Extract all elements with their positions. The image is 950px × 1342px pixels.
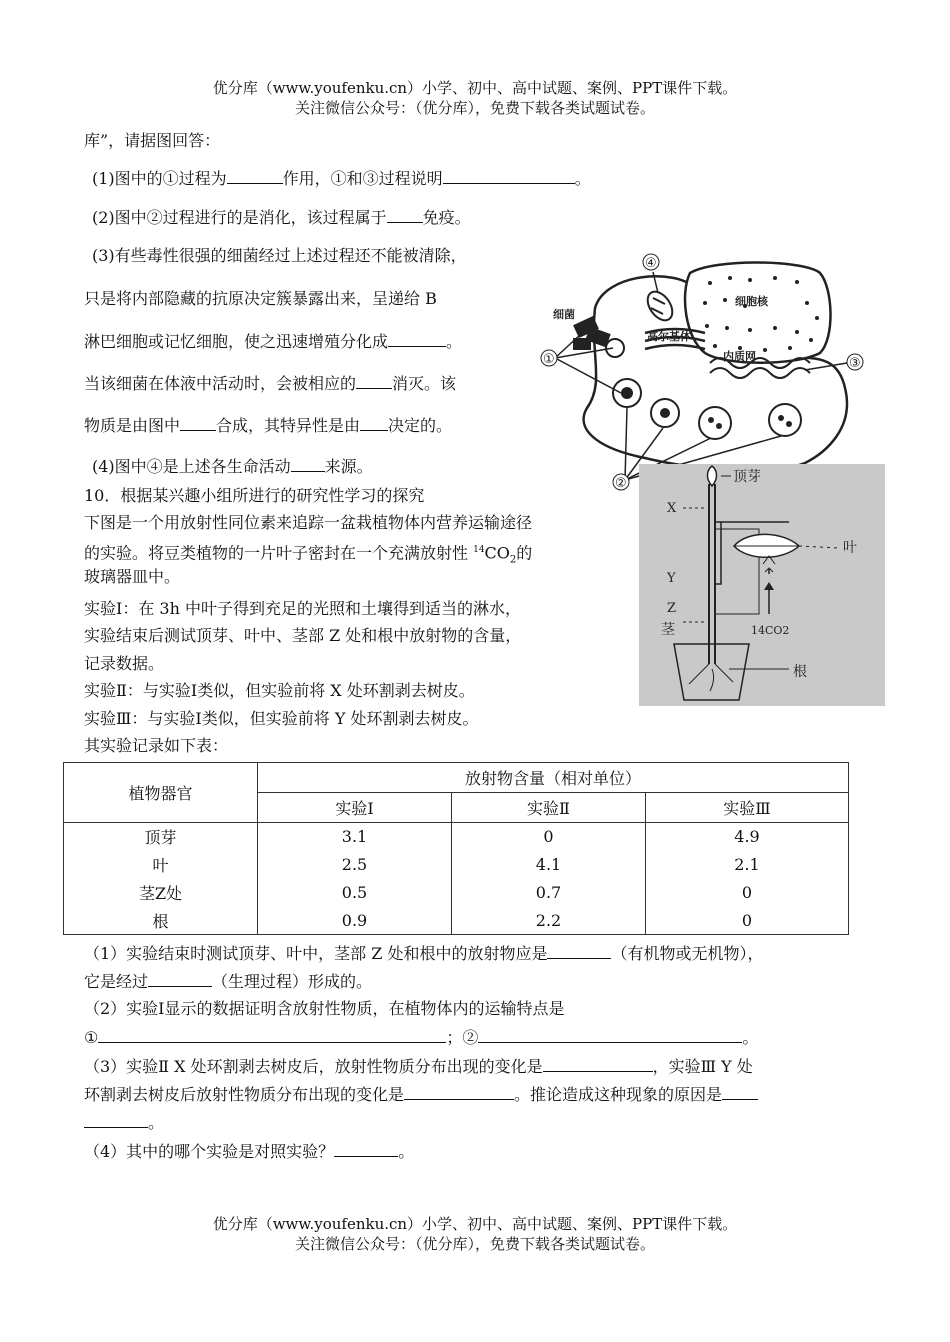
table-cell: 0.9 bbox=[258, 907, 452, 935]
table-row bbox=[64, 879, 849, 907]
q10-line6: 记录数据。 bbox=[84, 654, 165, 673]
q10-sub3-line2: 环割剥去树皮后放射性物质分布出现的变化是 。推论造成这种现象的原因是 bbox=[84, 1083, 758, 1106]
z-label: Z bbox=[667, 601, 677, 616]
blank[interactable] bbox=[387, 206, 423, 223]
q9-part3-line2: 只是将内部隐藏的抗原决定簇暴露出来，呈递给 B bbox=[84, 289, 437, 308]
blank[interactable] bbox=[478, 1026, 742, 1043]
q10-sub1-line1: （1）实验结束时测试顶芽、叶中，茎部 Z 处和根中的放射物应是 （有机物或无机物）， bbox=[84, 944, 764, 963]
table-row bbox=[64, 823, 849, 851]
experiment-table bbox=[63, 762, 849, 935]
q10-sub3-line3: 。 bbox=[84, 1111, 164, 1134]
marker-1: ① bbox=[543, 352, 555, 367]
bacteria-shape bbox=[573, 316, 611, 350]
co2-label: 14CO2 bbox=[751, 624, 790, 637]
marker-2: ② bbox=[615, 476, 627, 491]
blank[interactable] bbox=[443, 167, 575, 184]
table-cell: 顶芽 bbox=[64, 823, 258, 851]
table-col-header: 实验Ⅰ bbox=[258, 793, 452, 823]
table-row bbox=[64, 907, 849, 935]
table-cell: 0.5 bbox=[258, 879, 452, 907]
q10-sub3-line1: （3）实验Ⅱ X 处环割剥去树皮后，放射性物质分布出现的变化是 ，实验Ⅲ Y 处 bbox=[84, 1057, 753, 1076]
blank[interactable] bbox=[388, 330, 446, 347]
q9-part1: (1)图中的①过程为 作用，①和③过程说明 。 bbox=[92, 169, 591, 188]
stem-label: 茎 bbox=[661, 622, 675, 638]
blank[interactable] bbox=[180, 414, 216, 431]
table-cell: 4.9 bbox=[646, 823, 849, 851]
marker-4: ④ bbox=[645, 256, 657, 271]
blank[interactable] bbox=[148, 970, 212, 987]
q9-part3-line4: 当该细菌在体液中活动时，会被相应的 消灭。该 bbox=[84, 374, 457, 393]
table-cell: 2.5 bbox=[258, 851, 452, 879]
blank[interactable] bbox=[722, 1083, 758, 1100]
table-cell: 0 bbox=[646, 907, 849, 935]
q9-part4: (4)图中④是上述各生命活动 来源。 bbox=[92, 457, 373, 476]
q10-line3: 玻璃器皿中。 bbox=[84, 567, 181, 586]
q10-line8: 实验Ⅲ：与实验Ⅰ类似，但实验前将 Y 处环割剥去树皮。 bbox=[84, 709, 479, 728]
table-cell: 0 bbox=[452, 823, 646, 851]
q9-intro: 库”，请据图回答： bbox=[84, 131, 221, 150]
q10-sub1-line2: 它是经过 （生理过程）形成的。 bbox=[84, 972, 373, 991]
marker-3: ③ bbox=[849, 356, 861, 371]
blank[interactable] bbox=[84, 1111, 148, 1128]
bud-label: 顶芽 bbox=[733, 469, 761, 485]
nucleus-shape bbox=[685, 262, 831, 362]
blank[interactable] bbox=[547, 942, 611, 959]
table-header-group: 放射物含量（相对单位） bbox=[258, 763, 849, 793]
footer-line-2: 关注微信公众号：（优分库），免费下载各类试题试卷。 bbox=[294, 1235, 655, 1253]
q10-line9: 其实验记录如下表： bbox=[84, 736, 229, 755]
q10-sub2-line2: ① ；② 。 bbox=[84, 1028, 759, 1047]
q9-part3-line1: (3)有些毒性很强的细菌经过上述过程还不能被清除， bbox=[92, 246, 467, 265]
footer-line-1: 优分库（www.youfenku.cn）小学、初中、高中试题、案例、PPT课件下载。 bbox=[212, 1215, 738, 1233]
table-col-header: 实验Ⅲ bbox=[646, 793, 849, 823]
plant-diagram bbox=[639, 464, 885, 706]
table-cell: 0.7 bbox=[452, 879, 646, 907]
q10-title: 10．根据某兴趣小组所进行的研究性学习的探究 bbox=[84, 486, 425, 505]
blank[interactable] bbox=[334, 1140, 398, 1157]
er-label: 内质网 bbox=[723, 350, 756, 363]
table-cell: 根 bbox=[64, 907, 258, 935]
y-label: Y bbox=[667, 571, 676, 586]
q10-line5: 实验结束后测试顶芽、叶中、茎部 Z 处和根中放射物的含量， bbox=[84, 626, 522, 645]
blank[interactable] bbox=[360, 414, 388, 431]
nucleus-label: 细胞核 bbox=[735, 295, 768, 308]
blank[interactable] bbox=[98, 1026, 446, 1043]
table-cell: 2.1 bbox=[646, 851, 849, 879]
header-line-2: 关注微信公众号：（优分库），免费下载各类试题试卷。 bbox=[294, 99, 655, 117]
table-header-organ: 植物器官 bbox=[64, 763, 258, 823]
table-cell: 3.1 bbox=[258, 823, 452, 851]
q10-line4: 实验Ⅰ：在 3h 中叶子得到充足的光照和土壤得到适当的淋水， bbox=[84, 599, 521, 618]
q9-part3-line5: 物质是由图中 合成，其特异性是由 决定的。 bbox=[84, 416, 453, 435]
q9-part2: (2)图中②过程进行的是消化，该过程属于 免疫。 bbox=[92, 208, 471, 227]
blank[interactable] bbox=[404, 1083, 514, 1100]
q10-line7: 实验Ⅱ：与实验Ⅰ类似，但实验前将 X 处环割剥去树皮。 bbox=[84, 681, 475, 700]
golgi-label: 高尔基体 bbox=[647, 330, 691, 343]
q10-line2: 的实验。将豆类植物的一片叶子密封在一个充满放射性 $^{14}CO_2$的 bbox=[84, 543, 533, 566]
table-cell: 茎Z处 bbox=[64, 879, 258, 907]
blank[interactable] bbox=[543, 1055, 653, 1072]
table-cell: 叶 bbox=[64, 851, 258, 879]
root-label: 根 bbox=[793, 664, 807, 680]
leaf-label: 叶 bbox=[843, 540, 857, 556]
cell-diagram bbox=[535, 248, 880, 493]
q9-part3-line3: 淋巴细胞或记忆细胞，使之迅速增殖分化成 。 bbox=[84, 332, 463, 351]
q10-sub4: （4）其中的哪个实验是对照实验？ 。 bbox=[84, 1142, 415, 1161]
table-cell: 4.1 bbox=[452, 851, 646, 879]
table-col-header: 实验Ⅱ bbox=[452, 793, 646, 823]
q10-line1: 下图是一个用放射性同位素来追踪一盆栽植物体内营养运输途径 bbox=[84, 513, 533, 532]
x-label: X bbox=[667, 501, 677, 516]
q10-sub2-line1: （2）实验Ⅰ显示的数据证明含放射性物质，在植物体内的运输特点是 bbox=[84, 999, 565, 1018]
table-cell: 0 bbox=[646, 879, 849, 907]
blank[interactable] bbox=[291, 455, 325, 472]
table-cell: 2.2 bbox=[452, 907, 646, 935]
blank[interactable] bbox=[227, 167, 283, 184]
blank[interactable] bbox=[356, 372, 392, 389]
header-line-1: 优分库（www.youfenku.cn）小学、初中、高中试题、案例、PPT课件下载。 bbox=[212, 79, 738, 97]
table-row bbox=[64, 851, 849, 879]
bacteria-label: 细菌 bbox=[553, 308, 575, 321]
